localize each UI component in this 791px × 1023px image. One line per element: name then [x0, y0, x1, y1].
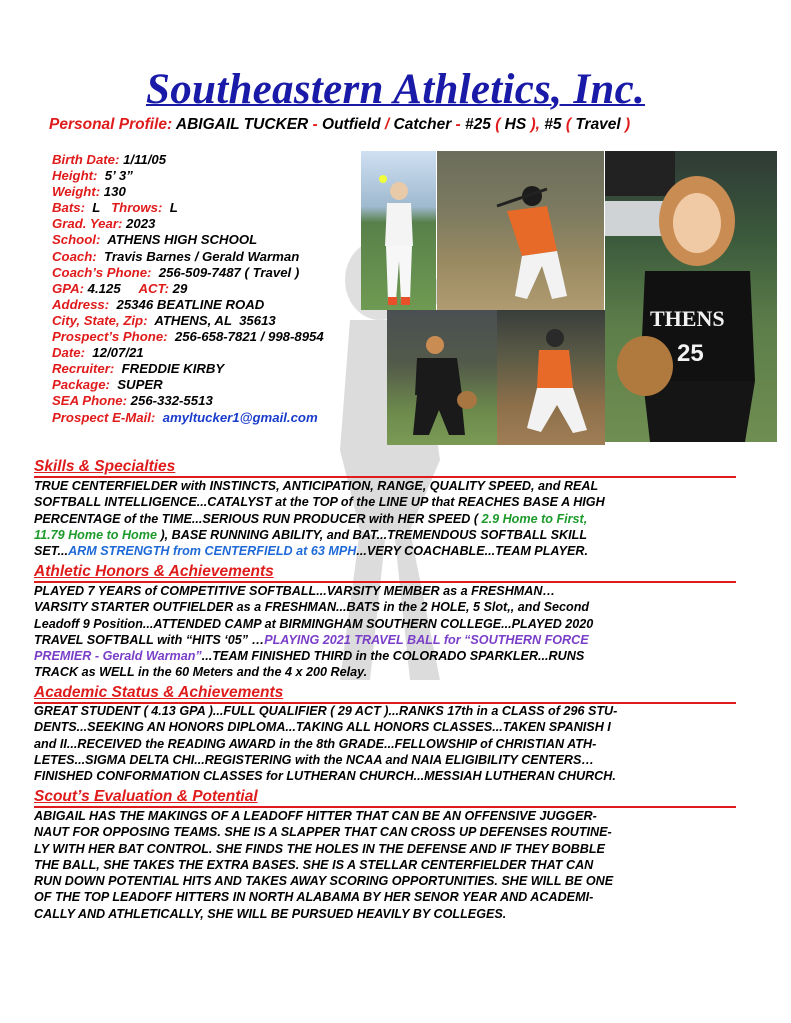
separator: - [451, 116, 466, 133]
info-prospect-email: Prospect E-Mail: amyltucker1@gmail.com [52, 409, 318, 425]
skills-heading: Skills & Specialties [34, 458, 176, 475]
hs-tag: HS [504, 116, 527, 133]
photo-batting-stance [361, 151, 436, 310]
paren: ), [526, 116, 540, 133]
honors-heading: Athletic Honors & Achievements [34, 563, 274, 580]
email-link[interactable]: amyltucker1@gmail.com [155, 409, 318, 425]
scout-heading: Scout’s Evaluation & Potential [34, 788, 258, 805]
jersey-number-hs: #25 [465, 116, 491, 133]
info-city-state-zip: City, State, Zip: ATHENS, AL 35613 [52, 312, 276, 328]
info-gpa-act: GPA: 4.125 ACT: 29 [52, 280, 188, 296]
photo-bunting [437, 151, 604, 310]
academic-heading: Academic Status & Achievements [34, 684, 284, 701]
info-address: Address: 25346 BEATLINE ROAD [52, 296, 265, 312]
info-coach-phone: Coach’s Phone: 256-509-7487 ( Travel ) [52, 264, 300, 280]
player-name: ABIGAIL TUCKER [175, 116, 309, 133]
jersey-number-travel: #5 [540, 116, 562, 133]
info-weight: Weight: 130 [52, 184, 126, 200]
info-coach: Coach: Travis Barnes / Gerald Warman [52, 248, 300, 264]
photo-fielding [387, 310, 497, 445]
travel-tag: Travel [575, 116, 621, 133]
separator: / [380, 116, 394, 133]
scout-text: ABIGAIL HAS THE MAKINGS OF A LEADOFF HITTER THAT CAN BE AN OFFENSIVE JUGGER- NAUT FOR OPPOSING TEAMS. SHE IS A SLAPPER THAT CAN CROSS UP DEFENSES ROUTINE- LY WITH HER BAT CONTROL. SHE FINDS THE HOLES IN THE DEFENSE AND IF THEY BOBBLE THE BALL, SHE TAKES THE EXTRA BASES. SHE IS A STELLAR CENTERFIELDER THAT CAN RUN DOWN POTENTIAL HITS AND TAKES AWAY SCORING OPPORTUNITIES. SHE WILL BE ONE OF THE TOP LEADOFF HITTERS IN NORTH ALABAMA BY HER SENOR YEAR AND ACADEMI- CALLY AND ATHLETICALLY, SHE WILL BE PURSUED HEAVILY BY COLLEGES. [34, 809, 614, 921]
academic-text: GREAT STUDENT ( 4.13 GPA )...FULL QUALIFIER ( 29 ACT )...RANKS 17th in a CLASS of 296 STU- DENTS...SEEKING AN HONORS DIPLOMA...TAKING ALL HONORS CLASSES...TAKEN SPANISH I and II...RECEIVED the READING AWARD in the 8th GRADE...FELLOWSHIP of CHRISTIAN ATH- LETES...SIGMA DELTA CHI...REGISTERING with the NCAA and NAIA ELIGIBILITY CENTERS… FINISHED CONFORMATION CLASSES for LUTHERAN CHURCH...MESSIAH LUTHERAN CHURCH. [34, 704, 618, 784]
info-recruiter: Recruiter: FREDDIE KIRBY [52, 361, 225, 377]
photo-running [497, 310, 605, 445]
photo-portrait [605, 151, 777, 442]
home-to-first-stat: 2.9 Home to First, [481, 511, 588, 526]
info-birth-date: Birth Date: 1/11/05 [52, 152, 167, 167]
position-primary: Outfield [322, 116, 381, 133]
paren: ) [620, 116, 631, 133]
info-prospect-phone: Prospect’s Phone: 256-658-7821 / 998-8954 [52, 329, 324, 345]
skills-text: TRUE CENTERFIELDER with INSTINCTS, ANTICIPATION, RANGE, QUALITY SPEED, and REAL SOFTBALL INTELLIGENCE...CATALYST at the TOP of the LINE UP that REACHES BASE A HIGH PERCENTAGE of the TIME...SERIOUS RUN PRODUCER with HER SPEED ( 2.9 Home to First, 11.79 Home to Home ), BASE RUNNING ABILITY, and BAT...TREMENDOUS SOFTBALL SKILL SET...ARM STRENGTH from CENTERFIELD at 63 MPH...VERY COACHABLE...TEAM PLAYER. [34, 479, 605, 559]
arm-strength-stat: ARM STRENGTH from CENTERFIELD at 63 MPH [68, 544, 357, 559]
profile-label: Personal Profile: [49, 116, 173, 133]
info-school: School: ATHENS HIGH SCHOOL [52, 232, 258, 248]
home-to-home-stat: 11.79 Home to Home [34, 527, 157, 542]
personal-profile-line [49, 116, 630, 134]
info-package: Package: SUPER [52, 377, 163, 393]
travel-ball-highlight: PLAYING 2021 TRAVEL BALL for “SOUTHERN FORCE [264, 632, 589, 647]
paren: ( [490, 116, 505, 133]
info-date: Date: 12/07/21 [52, 345, 144, 361]
info-sea-phone: SEA Phone: 256-332-5513 [52, 393, 213, 409]
separator: - [308, 116, 323, 133]
jersey-number: 25 [677, 340, 704, 367]
company-title: Southeastern Athletics, Inc. [145, 66, 645, 113]
info-grad-year: Grad. Year: 2023 [52, 216, 156, 232]
info-height: Height: 5’ 3” [52, 168, 133, 184]
info-bats-throws: Bats: L Throws: L [52, 200, 178, 216]
jersey-text: THENS [650, 306, 725, 331]
paren: ( [561, 116, 576, 133]
travel-coach-highlight: PREMIER - Gerald Warman” [34, 649, 202, 664]
player-info-block [52, 152, 324, 426]
position-secondary: Catcher [393, 116, 452, 133]
honors-text: PLAYED 7 YEARS of COMPETITIVE SOFTBALL...VARSITY MEMBER as a FRESHMAN… VARSITY STARTER OUTFIELDER as a FRESHMAN...BATS in the 2 HOLE, 5 Slot,, and Second Leadoff 9 Position...ATTENDED CAMP at BIRMINGHAM SOUTHERN COLLEGE...PLAYED 2020 TRAVEL SOFTBALL with “HITS ‘05” …PLAYING 2021 TRAVEL BALL for “SOUTHERN FORCE PREMIER - Gerald Warman”...TEAM FINISHED THIRD in the COLORADO SPARKLER...RUNS TRACK as WELL in the 60 Meters and the 4 x 200 Relay. [34, 584, 594, 680]
